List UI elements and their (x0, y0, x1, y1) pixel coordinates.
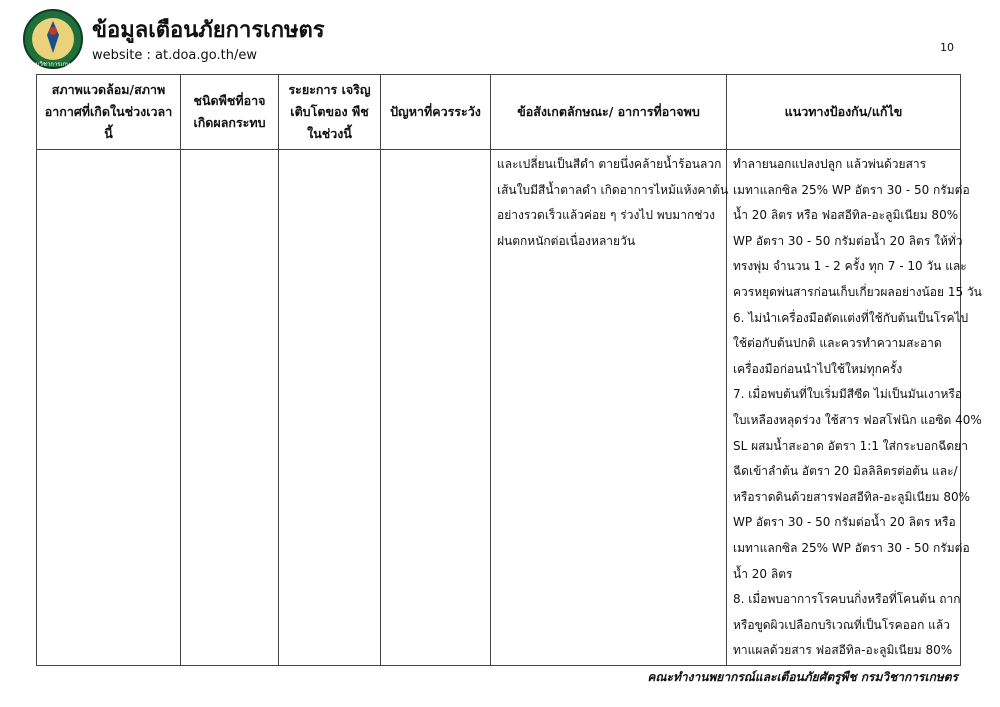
text-line: ทำลายนอกแปลงปลูก แล้วพ่นด้วยสาร (733, 157, 927, 171)
growth-stage-cell (279, 150, 381, 666)
text-line: เมทาแลกซิล 25% WP อัตรา 30 - 50 กรัมต่อ (733, 182, 970, 197)
text-line: ใช้ต่อกับต้นปกติ และควรทำความสะอาด (733, 336, 942, 351)
website-url[interactable]: website : at.doa.go.th/ew (92, 48, 257, 63)
text-line: หรือขูดผิวเปลือกบริเวณที่เป็นโรคออก แล้ว (733, 617, 950, 632)
text-line: 7. เมื่อพบต้นที่ใบเริ่มมีสีซีด ไม่เป็นมันเงาหรือ (733, 387, 963, 402)
footer-credit: คณะทำงานพยากรณ์และเตือนภัยศัตรูพืช กรมวิชาการเกษตร (647, 670, 958, 684)
table-row (37, 150, 961, 666)
text-line: หรือราดดินด้วยสารฟอสอีทิล-อะลูมิเนียม 80% (733, 489, 971, 504)
text-line: ควรหยุดพ่นสารก่อนเก็บเกี่ยวผลอย่างน้อย 15 วัน (733, 284, 982, 299)
text-line: ใบเหลืองหลุดร่วง ใช้สาร ฟอสโฟนิก แอซิด 40% (733, 412, 982, 427)
text-line: เส้นใบมีสีน้ำตาลดำ เกิดอาการไหม้แห้งคาต้น (497, 182, 729, 197)
text-line: น้ำ 20 ลิตร (733, 566, 793, 581)
text-line: SL ผสมน้ำสะอาด อัตรา 1:1 ใส่กระบอกฉีดยา (733, 438, 968, 453)
symptoms-cell (491, 150, 727, 666)
text-line: ฝนตกหนักต่อเนื่องหลายวัน (497, 233, 636, 248)
column-header-symptoms: ข้อสังเกตลักษณะ/ อาการที่อาจพบ (491, 75, 727, 150)
text-line: WP อัตรา 30 - 50 กรัมต่อน้ำ 20 ลิตร หรือ (733, 515, 956, 530)
text-line: เครื่องมือก่อนนำไปใช้ใหม่ทุกครั้ง (733, 361, 903, 376)
text-line: 8. เมื่อพบอาการโรคบนกิ่งหรือที่โคนต้น ถาก (733, 592, 961, 607)
crop-cell (181, 150, 279, 666)
column-header-prevention: แนวทางป้องกัน/แก้ไข (727, 75, 961, 150)
column-header-crop: ชนิดพืชที่อาจ เกิดผลกระทบ (181, 75, 279, 150)
text-line: เมทาแลกซิล 25% WP อัตรา 30 - 50 กรัมต่อ (733, 540, 970, 555)
environment-cell (37, 150, 181, 666)
svg-text:กรมวิชาการเกษตร: กรมวิชาการเกษตร (28, 61, 78, 68)
text-line: ทาแผลด้วยสาร ฟอสอีทิล-อะลูมิเนียม 80% (733, 643, 953, 658)
text-line: 6. ไม่นำเครื่องมือตัดแต่งที่ใช้กับต้นเป็นโรคไป (733, 310, 969, 325)
text-line: อย่างรวดเร็วแล้วค่อย ๆ ร่วงไป พบมากช่วง (497, 208, 715, 223)
text-line: และเปลี่ยนเป็นสีดำ ตายนึ่งคล้ายน้ำร้อนลวก (497, 157, 722, 171)
column-header-growth-stage: ระยะการ เจริญเติบโตของ พืชในช่วงนี้ (279, 75, 381, 150)
table-header-row (37, 75, 961, 150)
document-title: ข้อมูลเตือนภัยการเกษตร (92, 18, 325, 43)
column-header-environment: สภาพแวดล้อม/สภาพ อากาศที่เกิดในช่วงเวลานี้ (37, 75, 181, 150)
text-line: WP อัตรา 30 - 50 กรัมต่อน้ำ 20 ลิตร ให้ทั่ว (733, 233, 963, 248)
text-line: ฉีดเข้าลำต้น อัตรา 20 มิลลิลิตรต่อต้น และ/ (733, 464, 958, 479)
column-header-problem: ปัญหาที่ควรระวัง (381, 75, 491, 150)
text-line: น้ำ 20 ลิตร หรือ ฟอสอีทิล-อะลูมิเนียม 80% (733, 208, 959, 223)
problem-cell (381, 150, 491, 666)
page-number: 10 (940, 41, 954, 54)
warning-table (36, 74, 982, 666)
prevention-cell (727, 150, 982, 666)
department-logo (22, 8, 84, 70)
text-line: ทรงพุ่ม จำนวน 1 - 2 ครั้ง ทุก 7 - 10 วัน และ (733, 259, 967, 274)
